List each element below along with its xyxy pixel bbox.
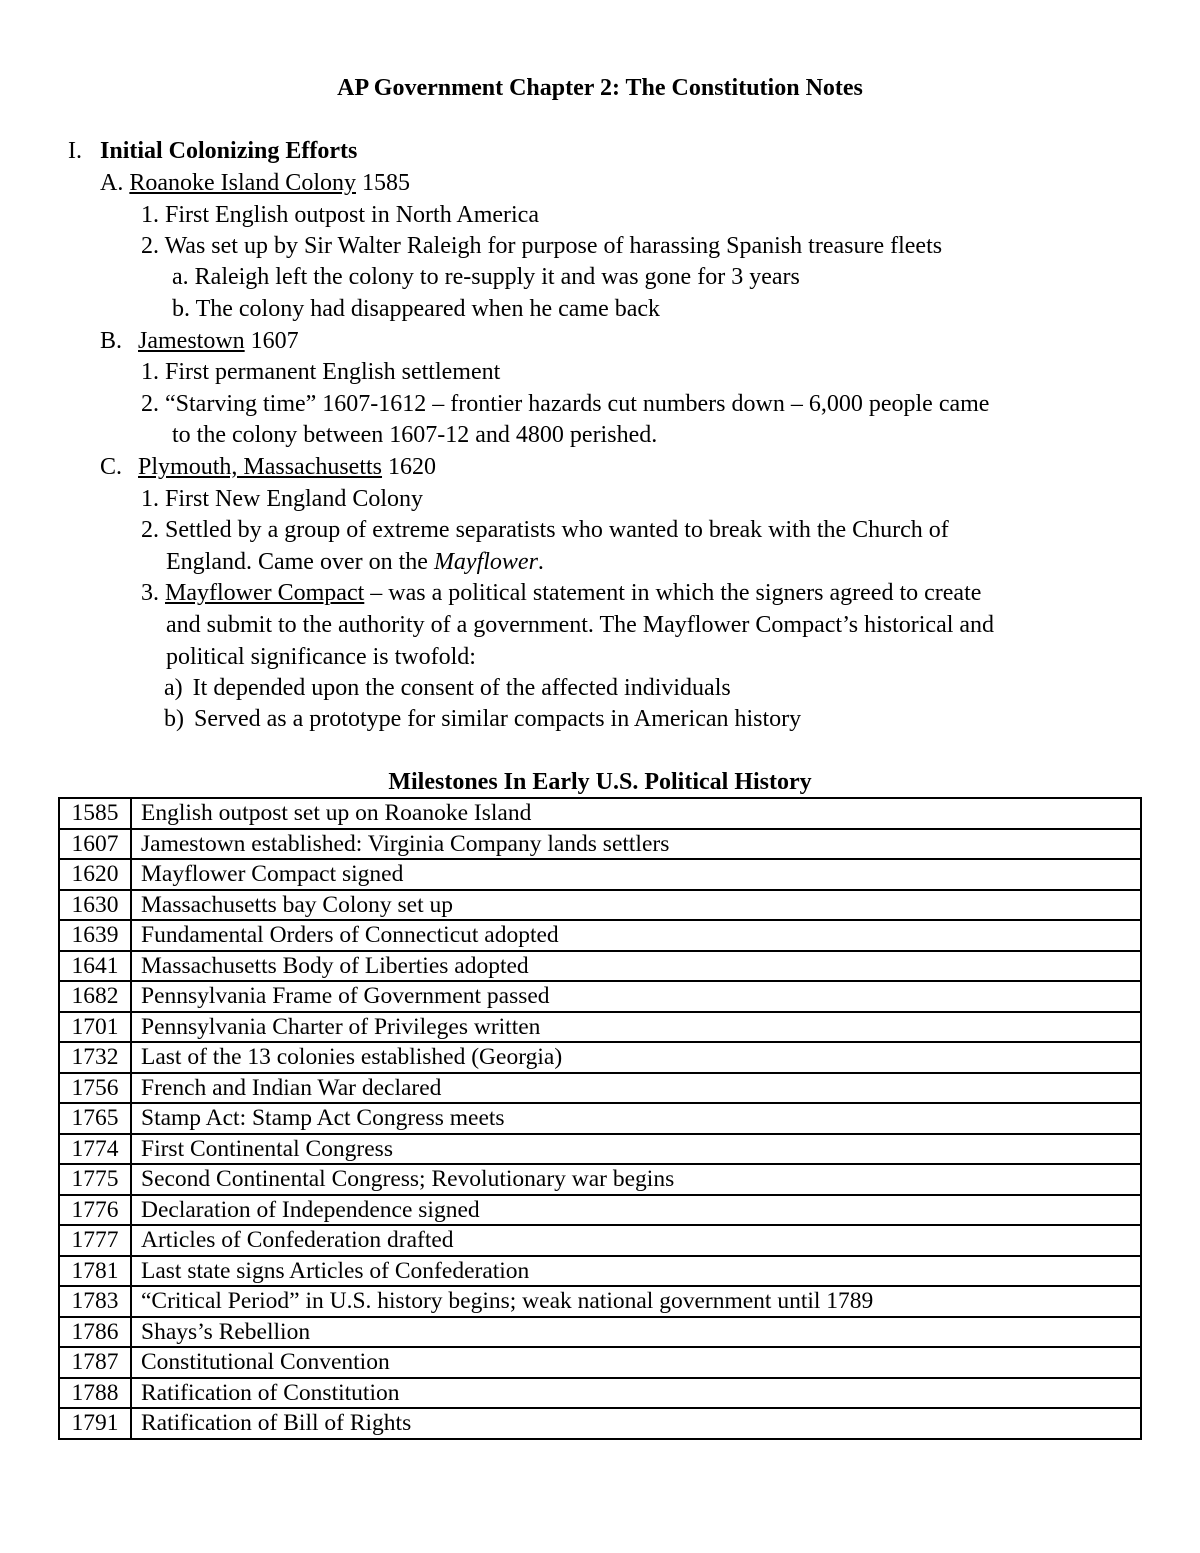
outline-C-item-2-continued (166, 548, 544, 576)
outline-A-name: Roanoke Island Colony (129, 170, 356, 196)
outline-A-marker: A. (100, 170, 124, 196)
outline-C-item-3 (141, 579, 981, 607)
table-row (59, 981, 1141, 1012)
list-text: Was set up by Sir Walter Raleigh for purpose of harassing Spanish treasure fleets (164, 233, 943, 259)
milestones-heading: Milestones In Early U.S. Political History (388, 769, 812, 795)
event-cell: “Critical Period” in U.S. history begins; weak national government until 1789 (131, 1286, 1141, 1317)
outline-A-item-1 (141, 201, 539, 229)
outline-B (100, 327, 299, 355)
outline-B-year: 1607 (250, 328, 299, 354)
table-row (59, 859, 1141, 890)
year-cell: 1775 (59, 1164, 131, 1195)
outline-A-subitem-b (172, 295, 660, 323)
outline-C-name: Plymouth, Massachusetts (138, 454, 383, 480)
table-row (59, 1347, 1141, 1378)
event-cell: Jamestown established: Virginia Company lands settlers (131, 829, 1141, 860)
list-marker: 1. (141, 486, 159, 512)
year-cell: 1774 (59, 1134, 131, 1165)
table-row (59, 1408, 1141, 1439)
outline-A-year: 1585 (361, 170, 410, 196)
outline-B-name: Jamestown (138, 328, 245, 354)
year-cell: 1786 (59, 1317, 131, 1348)
event-cell: Ratification of Bill of Rights (131, 1408, 1141, 1439)
outline-C-year: 1620 (388, 454, 437, 480)
table-row (59, 1317, 1141, 1348)
event-cell: Pennsylvania Frame of Government passed (131, 981, 1141, 1012)
table-row (59, 798, 1141, 829)
table-row (59, 1134, 1141, 1165)
table-row (59, 1103, 1141, 1134)
list-marker: b) (164, 706, 184, 732)
outline-B-marker: B. (100, 328, 123, 354)
outline-C-subitem-a (164, 674, 731, 702)
outline-A-item-2 (141, 232, 942, 260)
year-cell: 1641 (59, 951, 131, 982)
table-row (59, 1286, 1141, 1317)
event-cell: First Continental Congress (131, 1134, 1141, 1165)
list-text: First English outpost in North America (165, 202, 539, 228)
mayflower-compact-term: Mayflower Compact (165, 580, 365, 606)
event-cell: Stamp Act: Stamp Act Congress meets (131, 1103, 1141, 1134)
year-cell: 1777 (59, 1225, 131, 1256)
outline-A (100, 169, 410, 197)
ship-name: Mayflower (433, 549, 538, 575)
year-cell: 1791 (59, 1408, 131, 1439)
event-cell: French and Indian War declared (131, 1073, 1141, 1104)
event-cell: Massachusetts bay Colony set up (131, 890, 1141, 921)
list-text: “Starving time” 1607-1612 – frontier hazards cut numbers down – 6,000 people came (165, 391, 990, 417)
event-cell: Last of the 13 colonies established (Georgia) (131, 1042, 1141, 1073)
milestones-table (58, 797, 1142, 1440)
list-text: It depended upon the consent of the affected individuals (192, 675, 731, 701)
table-row (59, 1225, 1141, 1256)
list-text: – was a political statement in which the signers agreed to create (364, 580, 982, 606)
table-row (59, 1195, 1141, 1226)
table-row (59, 1042, 1141, 1073)
event-cell: Massachusetts Body of Liberties adopted (131, 951, 1141, 982)
list-text: The colony had disappeared when he came back (195, 296, 661, 322)
event-cell: Ratification of Constitution (131, 1378, 1141, 1409)
outline-C (100, 453, 436, 481)
year-cell: 1630 (59, 890, 131, 921)
event-cell: Last state signs Articles of Confederation (131, 1256, 1141, 1287)
outline-C-item-2 (141, 516, 949, 544)
outline-B-item-2-continued: to the colony between 1607-12 and 4800 perished. (172, 422, 658, 448)
list-marker: 1. (141, 359, 159, 385)
list-marker: b. (172, 296, 190, 322)
section-I-heading: Initial Colonizing Efforts (100, 138, 358, 164)
outline-B-item-2 (141, 390, 989, 418)
year-cell: 1732 (59, 1042, 131, 1073)
event-cell: English outpost set up on Roanoke Island (131, 798, 1141, 829)
outline-C-subitem-b (164, 705, 801, 733)
year-cell: 1585 (59, 798, 131, 829)
list-marker: 2. (141, 517, 159, 543)
year-cell: 1620 (59, 859, 131, 890)
event-cell: Second Continental Congress; Revolutionary war begins (131, 1164, 1141, 1195)
outline-B-item-1 (141, 358, 500, 386)
table-row (59, 920, 1141, 951)
page-title: AP Government Chapter 2: The Constitution Notes (337, 75, 863, 101)
year-cell: 1781 (59, 1256, 131, 1287)
event-cell: Pennsylvania Charter of Privileges written (131, 1012, 1141, 1043)
year-cell: 1787 (59, 1347, 131, 1378)
list-text: Raleigh left the colony to re-supply it and was gone for 3 years (194, 264, 800, 290)
year-cell: 1788 (59, 1378, 131, 1409)
table-row (59, 890, 1141, 921)
table-row (59, 1378, 1141, 1409)
event-cell: Constitutional Convention (131, 1347, 1141, 1378)
event-cell: Declaration of Independence signed (131, 1195, 1141, 1226)
table-row (59, 829, 1141, 860)
outline-C-marker: C. (100, 454, 123, 480)
outline-C-item-3-continued-1: and submit to the authority of a government. The Mayflower Compact’s historical and (166, 612, 995, 638)
outline-C-item-3-continued-2: political significance is twofold: (166, 644, 476, 670)
section-I-marker: I. (68, 138, 82, 164)
list-marker: 1. (141, 202, 159, 228)
list-marker: 2. (141, 391, 159, 417)
event-cell: Articles of Confederation drafted (131, 1225, 1141, 1256)
table-row (59, 1073, 1141, 1104)
year-cell: 1639 (59, 920, 131, 951)
list-marker: a) (164, 675, 183, 701)
event-cell: Shays’s Rebellion (131, 1317, 1141, 1348)
year-cell: 1682 (59, 981, 131, 1012)
year-cell: 1765 (59, 1103, 131, 1134)
list-marker: a. (172, 264, 189, 290)
year-cell: 1776 (59, 1195, 131, 1226)
list-marker: 3. (141, 580, 159, 606)
list-text: Served as a prototype for similar compacts in American history (194, 706, 802, 732)
table-row (59, 1256, 1141, 1287)
list-text: Settled by a group of extreme separatists who wanted to break with the Church of (165, 517, 949, 543)
outline-C-item-1 (141, 485, 423, 513)
list-text: First New England Colony (165, 486, 423, 512)
table-row (59, 951, 1141, 982)
list-marker: 2. (141, 233, 159, 259)
event-cell: Fundamental Orders of Connecticut adopted (131, 920, 1141, 951)
table-row (59, 1012, 1141, 1043)
year-cell: 1607 (59, 829, 131, 860)
year-cell: 1783 (59, 1286, 131, 1317)
year-cell: 1701 (59, 1012, 131, 1043)
outline-A-subitem-a (172, 263, 800, 291)
year-cell: 1756 (59, 1073, 131, 1104)
continued-text-end: . (537, 549, 544, 575)
table-row (59, 1164, 1141, 1195)
event-cell: Mayflower Compact signed (131, 859, 1141, 890)
continued-text: England. Came over on the (166, 549, 434, 575)
list-text: First permanent English settlement (165, 359, 501, 385)
